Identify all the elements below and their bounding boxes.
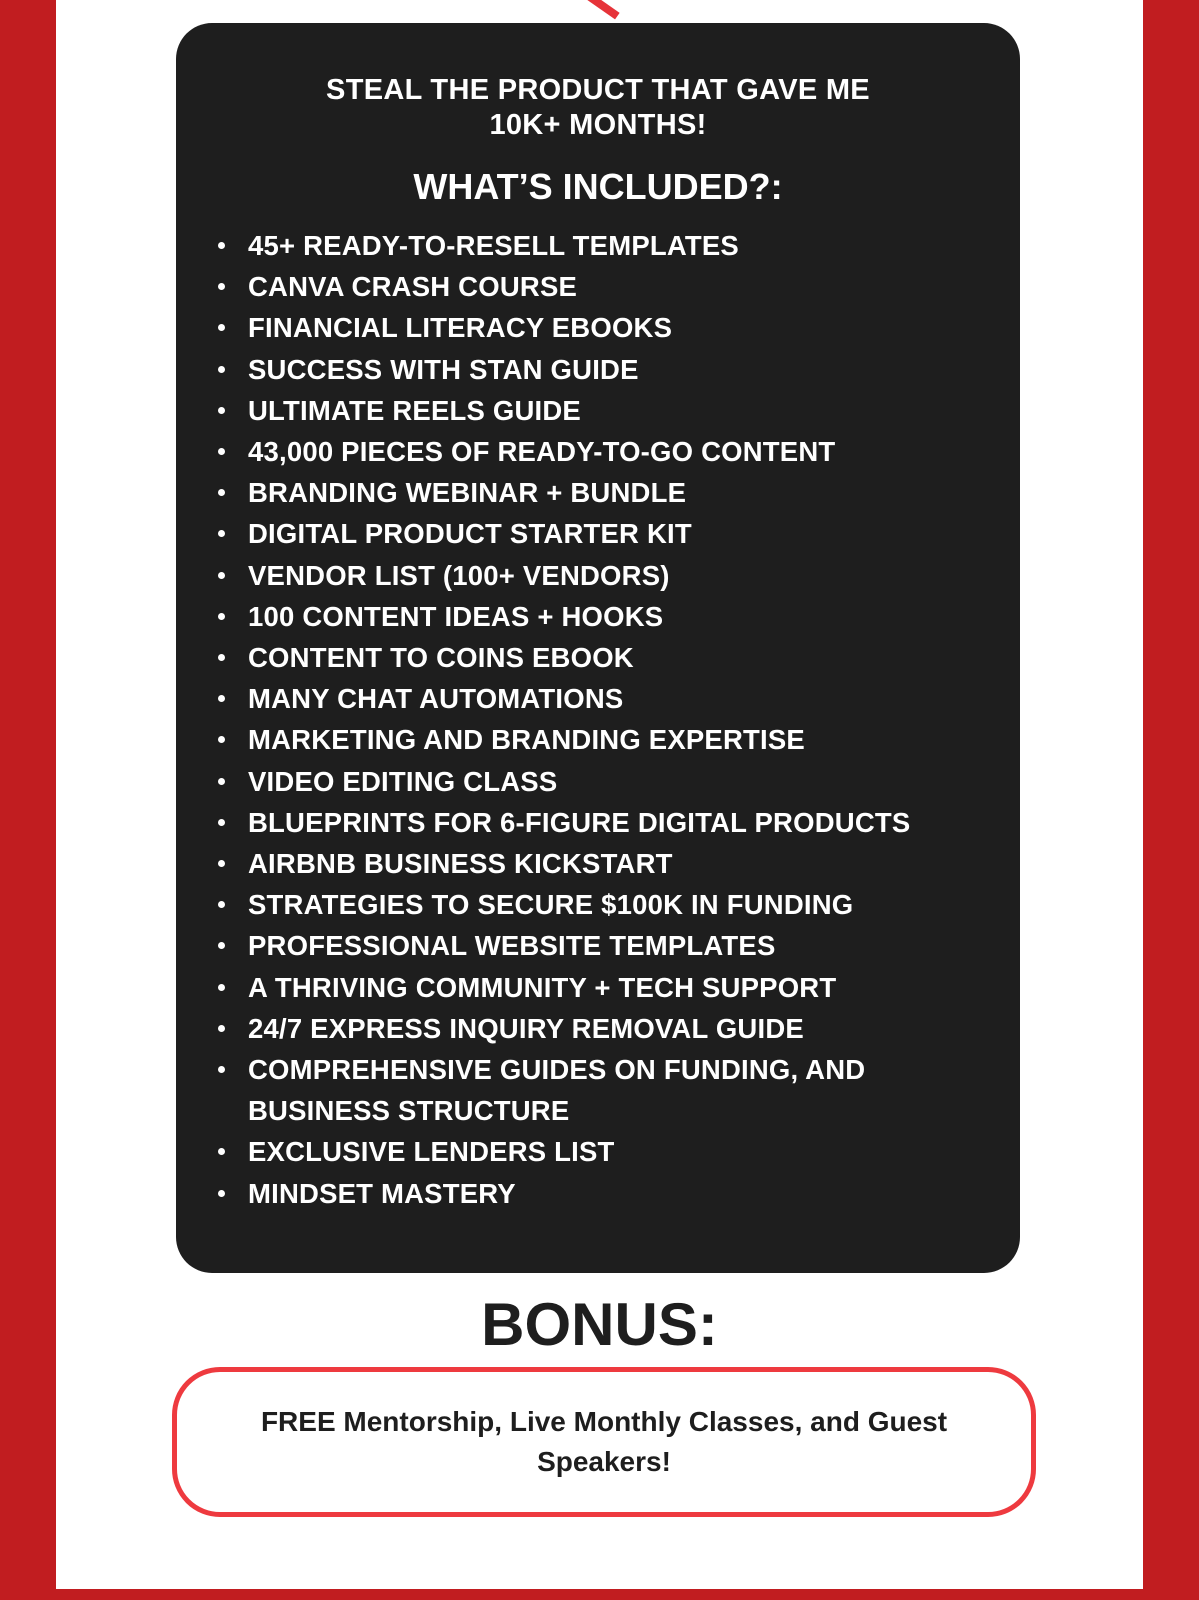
feature-text: AIRBNB BUSINESS KICKSTART <box>248 848 673 880</box>
feature-text: 100 CONTENT IDEAS + HOOKS <box>248 600 664 632</box>
whats-included-card <box>176 23 1020 1273</box>
feature-list-item <box>216 1008 1006 1049</box>
feature-list-item <box>216 1131 1006 1172</box>
feature-text: EXCLUSIVE LENDERS LIST <box>248 1136 615 1168</box>
bullet-icon <box>218 407 225 414</box>
feature-text: PROFESSIONAL WEBSITE TEMPLATES <box>248 930 776 962</box>
bullet-icon <box>218 283 225 290</box>
bullet-icon <box>218 572 225 579</box>
feature-list-item <box>216 637 1006 678</box>
bullet-icon <box>218 901 225 908</box>
bullet-icon <box>218 1190 225 1197</box>
feature-list-item <box>216 719 1006 760</box>
bonus-heading: BONUS: <box>481 1291 718 1358</box>
card-title-line-1: STEAL THE PRODUCT THAT GAVE ME <box>326 74 870 106</box>
feature-list-item <box>216 843 1006 884</box>
feature-list-item <box>216 678 1006 719</box>
feature-text: VIDEO EDITING CLASS <box>248 765 558 797</box>
bullet-icon <box>218 1066 225 1073</box>
feature-list-item <box>216 225 1006 266</box>
feature-list-item <box>216 967 1006 1008</box>
feature-list-item <box>216 596 1006 637</box>
bullet-icon <box>218 242 225 249</box>
feature-list <box>216 225 1006 1214</box>
feature-text: 24/7 EXPRESS INQUIRY REMOVAL GUIDE <box>248 1012 804 1044</box>
feature-list-item <box>216 555 1006 596</box>
feature-text: 43,000 PIECES OF READY-TO-GO CONTENT <box>248 436 836 468</box>
feature-text: BRANDING WEBINAR + BUNDLE <box>248 477 687 509</box>
feature-text: FINANCIAL LITERACY EBOOKS <box>248 312 673 344</box>
card-title-line-2: 10K+ MONTHS! <box>489 109 707 141</box>
feature-list-item <box>216 884 1006 925</box>
bullet-icon <box>218 984 225 991</box>
feature-text: ULTIMATE REELS GUIDE <box>248 394 581 426</box>
feature-list-item <box>216 513 1006 554</box>
bullet-icon <box>218 1025 225 1032</box>
feature-text: A THRIVING COMMUNITY + TECH SUPPORT <box>248 971 837 1003</box>
bonus-callout-box <box>172 1367 1036 1517</box>
feature-text: CANVA CRASH COURSE <box>248 271 578 303</box>
bullet-icon <box>218 1148 225 1155</box>
feature-text: BLUEPRINTS FOR 6-FIGURE DIGITAL PRODUCTS <box>248 806 911 838</box>
feature-list-item <box>216 1173 1006 1214</box>
whats-included-heading: WHAT’S INCLUDED?: <box>413 166 783 207</box>
bullet-icon <box>218 530 225 537</box>
feature-list-item <box>216 307 1006 348</box>
bullet-icon <box>218 695 225 702</box>
bullet-icon <box>218 324 225 331</box>
feature-text: MINDSET MASTERY <box>248 1177 516 1209</box>
card-title <box>176 73 1020 143</box>
feature-text: MARKETING AND BRANDING EXPERTISE <box>248 724 805 756</box>
feature-list-item <box>216 925 1006 966</box>
bullet-icon <box>218 736 225 743</box>
feature-text: MANY CHAT AUTOMATIONS <box>248 683 624 715</box>
bullet-icon <box>218 613 225 620</box>
feature-list-item <box>216 802 1006 843</box>
bullet-icon <box>218 489 225 496</box>
feature-text: STRATEGIES TO SECURE $100K IN FUNDING <box>248 889 854 921</box>
feature-list-item <box>216 431 1006 472</box>
feature-text: COMPREHENSIVE GUIDES ON FUNDING, AND BUSINESS STRUCTURE <box>248 1054 866 1127</box>
bullet-icon <box>218 819 225 826</box>
bullet-icon <box>218 860 225 867</box>
feature-list-item <box>216 472 1006 513</box>
bullet-icon <box>218 366 225 373</box>
bullet-icon <box>218 778 225 785</box>
feature-text: SUCCESS WITH STAN GUIDE <box>248 353 639 385</box>
feature-list-item <box>216 349 1006 390</box>
bullet-icon <box>218 654 225 661</box>
feature-text: 45+ READY-TO-RESELL TEMPLATES <box>248 230 739 261</box>
feature-list-item <box>216 266 1006 307</box>
feature-list-item <box>216 1049 948 1131</box>
bonus-description: FREE Mentorship, Live Monthly Classes, and Guest Speakers! <box>260 1406 948 1477</box>
feature-text: CONTENT TO COINS EBOOK <box>248 642 634 674</box>
feature-list-item <box>216 761 1006 802</box>
bullet-icon <box>218 448 225 455</box>
feature-list-item <box>216 390 1006 431</box>
feature-text: VENDOR LIST (100+ VENDORS) <box>248 559 670 591</box>
bullet-icon <box>218 942 225 949</box>
feature-text: DIGITAL PRODUCT STARTER KIT <box>248 518 692 550</box>
